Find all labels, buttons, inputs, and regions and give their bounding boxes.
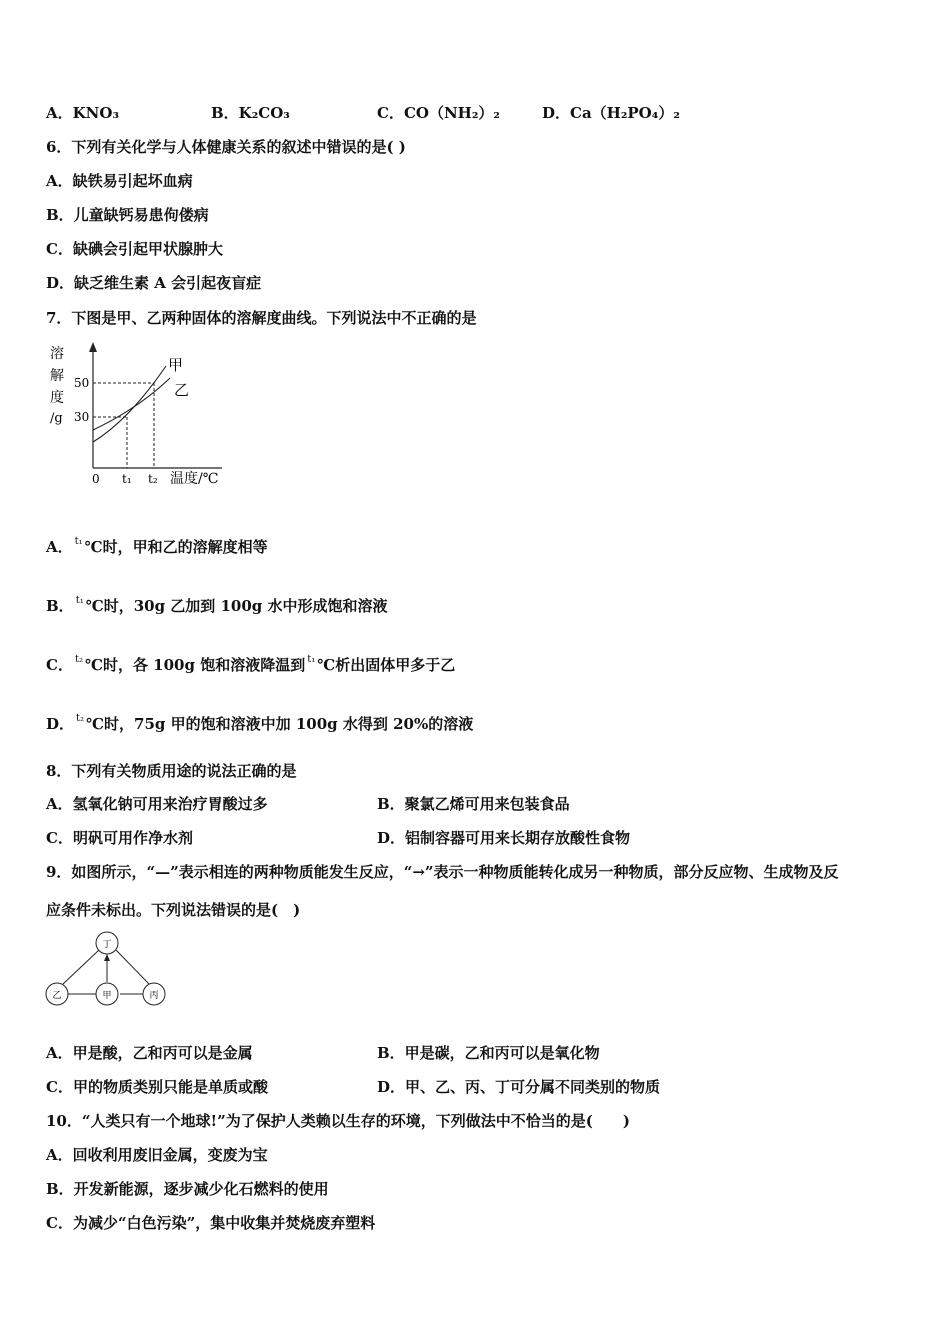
curve-jia-label: 甲 [168,356,184,374]
q10-option-a: A．回收利用废旧金属，变废为宝 [46,1146,268,1164]
y-tick-30: 30 [74,410,90,424]
q9-option-c: C．甲的物质类别只能是单质或酸 [46,1078,268,1096]
y-tick-50: 50 [74,376,90,390]
q8-option-a: A．氢氧化钠可用来治疗胃酸过多 [46,795,268,813]
q6-option-a: A．缺铁易引起坏血病 [46,172,193,190]
q9-option-d: D．甲、乙、丙、丁可分属不同类别的物质 [377,1078,661,1096]
reaction-diagram-figure [44,930,172,1010]
q9-stem-line2: 应条件未标出。下列说法错误的是( ) [46,901,301,919]
node-ding-label: 丁 [102,940,112,950]
q7-option-a [46,537,268,560]
q5-option-a: A．KNO₃ [46,104,120,122]
ylabel-char-2: 解 [50,368,64,384]
q7-b-text: ℃时，30g 乙加到 100g 水中形成饱和溶液 [85,597,388,615]
q7-stem: 7．下图是甲、乙两种固体的溶解度曲线。下列说法中不正确的是 [46,309,477,327]
q7-option-d [46,714,473,737]
q7-c-text1: ℃时，各 100g 饱和溶液降温到 [84,656,306,674]
q7-c-temp2: t₁ [307,654,316,665]
q6-option-d: D．缺乏维生素 A 会引起夜盲症 [46,274,262,292]
q6-option-b: B．儿童缺钙易患佝偻病 [46,206,209,224]
q9-option-a: A．甲是酸，乙和丙可以是金属 [46,1044,253,1062]
q7-option-b [46,596,388,619]
q7-c-temp: t₂ [74,654,83,665]
x-tick-t1: t₁ [122,472,132,486]
q6-option-c: C．缺碘会引起甲状腺肿大 [46,240,223,258]
q7-b-temp: t₁ [75,595,84,606]
arrow-head [104,954,110,961]
node-bing-label: 丙 [149,991,159,1001]
q7-a-label: A． [46,538,73,556]
q7-d-label: D． [46,715,75,733]
q7-d-text: ℃时，75g 甲的饱和溶液中加 100g 水得到 20%的溶液 [86,715,474,733]
q8-option-c: C．明矾可用作净水剂 [46,829,193,847]
q10-stem: 10．“人类只有一个地球!”为了保护人类赖以生存的环境，下列做法中不恰当的是( ) [46,1112,630,1130]
q8-option-d: D．铝制容器可用来长期存放酸性食物 [377,829,631,847]
q5-option-b: B．K₂CO₃ [211,104,290,122]
curve-yi-label: 乙 [174,381,190,399]
link-yi-ding [63,950,99,984]
link-ding-bing [116,950,149,984]
q7-d-temp: t₂ [76,713,85,724]
x-tick-t2: t₂ [148,472,158,486]
q5-option-c: C．CO（NH₂）₂ [377,104,500,122]
curve-yi [93,378,170,430]
ylabel-unit: /g [50,411,63,426]
q9-stem-line1: 9．如图所示，“—”表示相连的两种物质能发生反应，“→”表示一种物质能转化成另一种物质，部分反应物、生成物及反 [46,863,839,881]
node-jia-label: 甲 [102,991,112,1001]
q9-option-b: B．甲是碳，乙和丙可以是氧化物 [377,1044,600,1062]
q6-stem: 6．下列有关化学与人体健康关系的叙述中错误的是( ) [46,138,406,156]
q7-option-c [46,655,455,678]
y-axis-arrow [89,342,97,352]
curve-jia [93,366,166,442]
ylabel-char-1: 溶 [50,346,64,362]
q7-a-text: ℃时，甲和乙的溶解度相等 [84,538,268,556]
q10-option-b: B．开发新能源，逐步减少化石燃料的使用 [46,1180,329,1198]
q8-stem: 8．下列有关物质用途的说法正确的是 [46,762,297,780]
ylabel-char-3: 度 [50,390,64,406]
q7-c-label: C． [46,656,73,674]
q10-option-c: C．为减少“白色污染”，集中收集并焚烧废弃塑料 [46,1214,376,1232]
node-yi-label: 乙 [52,991,62,1001]
q7-b-label: B． [46,597,74,615]
q5-option-d: D．Ca（H₂PO₄）₂ [542,104,680,122]
x-axis-label: 温度/℃ [170,471,219,487]
x-tick-0: 0 [92,472,100,486]
solubility-curve-figure [44,340,234,490]
q7-a-temp: t₁ [74,536,83,547]
q7-c-text2: ℃析出固体甲多于乙 [317,656,456,674]
q8-option-b: B．聚氯乙烯可用来包装食品 [377,795,570,813]
